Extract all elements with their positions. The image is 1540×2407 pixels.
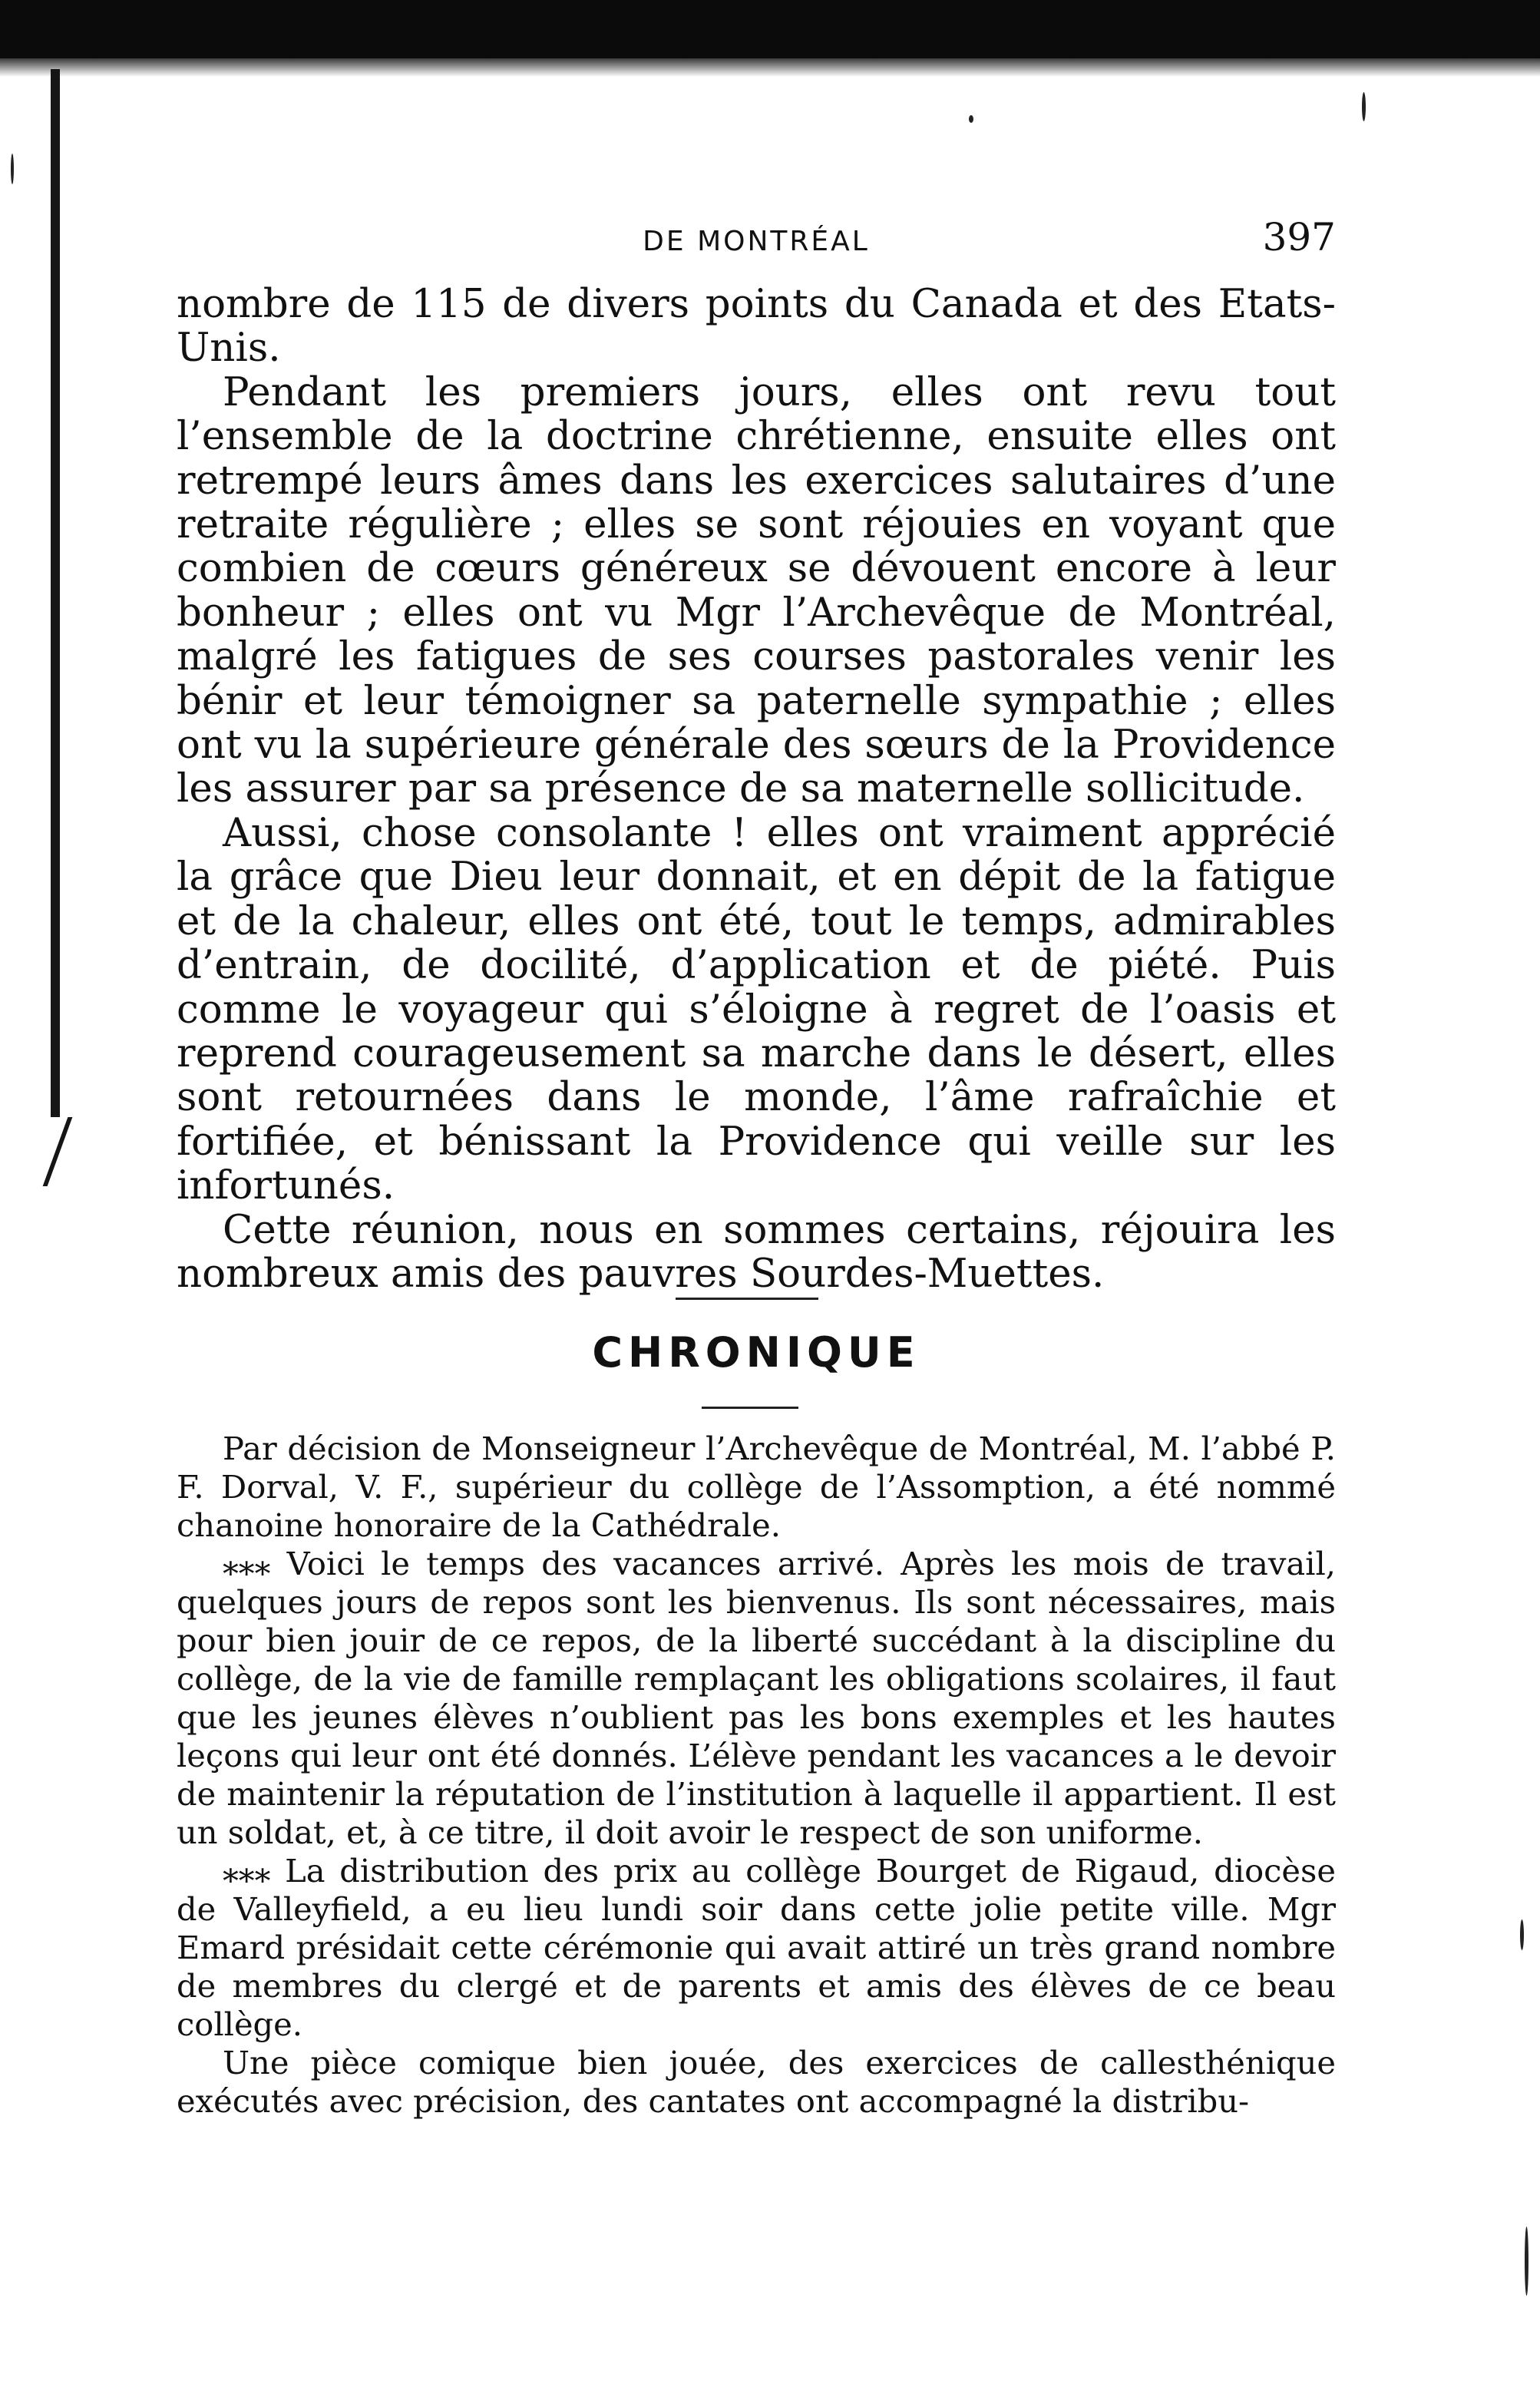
chronicle-paragraph: ⁎⁎⁎ La distribution des prix au collège Bourget de Rigaud, diocèse de Valleyfield, a eu lieu lundi soir dans cette jolie petite ville. Mgr Emard présidait cette cérémonie qui avait attiré un très grand nombre de membres du clergé et de parents et amis des élèves de ce beau collège. xyxy=(177,1852,1336,2043)
running-title: DE MONTRÉAL xyxy=(643,226,870,257)
section-divider-bottom xyxy=(702,1407,798,1409)
scan-speck xyxy=(1525,2227,1528,2296)
scan-speck xyxy=(1362,92,1366,121)
scan-speck xyxy=(969,115,973,123)
scan-border-top xyxy=(0,0,1540,58)
chronicle-body xyxy=(177,1430,1336,2121)
chronicle-paragraph: Par décision de Monseigneur l’Archevêque de Montréal, M. l’abbé P. F. Dorval, V. F., supérieur du collège de l’Assomption, a été nommé chanoine honoraire de la Cathédrale. xyxy=(177,1430,1336,1544)
section-heading: CHRONIQUE xyxy=(592,1328,920,1377)
section-divider-top xyxy=(676,1298,818,1300)
article-body xyxy=(177,283,1336,1296)
paragraph: Pendant les premiers jours, elles ont revu tout l’ensemble de la doctrine chrétienne, ensuite elles ont retrempé leurs âmes dans les exercices salutaires d’une retraite régulière ; elles se sont réjouies en voyant que combien de cœurs généreux se dévouent encore à leur bonheur ; elles ont vu Mgr l’Archevêque de Montréal, malgré les fatigues de ses courses pastorales venir les bénir et leur témoigner sa paternelle sympathie ; elles ont vu la supérieure générale des sœurs de la Providence les assurer par sa présence de sa maternelle sollicitude. xyxy=(177,369,1336,812)
chronicle-paragraph: Une pièce comique bien jouée, des exercices de callesthénique exécutés avec précision, des cantates ont accompagné la distribu- xyxy=(177,2044,1336,2120)
page-number: 397 xyxy=(1262,215,1336,260)
chronicle-paragraph: ⁎⁎⁎ Voici le temps des vacances arrivé. Après les mois de travail, quelques jours de repos sont les bienvenus. Ils sont nécessaires, mais pour bien jouir de ce repos, de la liberté succédant à la discipline du collège, de la vie de famille remplaçant les obligations scolaires, il faut que les jeunes élèves n’oublient pas les bons exemples et les hautes leçons qui leur ont été donnés. L’élève pendant les vacances a le devoir de maintenir la réputation de l’institution à laquelle il appartient. Il est un soldat, et, à ce titre, il doit avoir le respect de son uniforme. xyxy=(177,1545,1336,1851)
scan-speck xyxy=(1520,1919,1524,1950)
paragraph: nombre de 115 de divers points du Canada et des Etats-Unis. xyxy=(177,281,1336,372)
paragraph: Aussi, chose consolante ! elles ont vraiment apprécié la grâce que Dieu leur donnait, et en dépit de la fatigue et de la chaleur, elles ont été, tout le temps, admirables d’entrain, de docilité, d’application et de piété. Puis comme le voyageur qui s’éloigne à regret de l’oasis et reprend courageusement sa marche dans le désert, elles sont retournées dans le monde, l’âme rafraîchie et fortifiée, et bénissant la Providence qui veille sur les infortunés. xyxy=(177,809,1336,1209)
scan-border-left-tail xyxy=(43,1117,73,1186)
scan-border-shadow xyxy=(0,58,1540,77)
page-header xyxy=(177,213,1336,267)
paragraph: Cette réunion, nous en sommes certains, réjouira les nombreux amis des pauvres Sourdes-Muettes. xyxy=(177,1206,1336,1297)
scan-border-left xyxy=(51,69,60,1117)
scan-speck xyxy=(11,154,14,184)
